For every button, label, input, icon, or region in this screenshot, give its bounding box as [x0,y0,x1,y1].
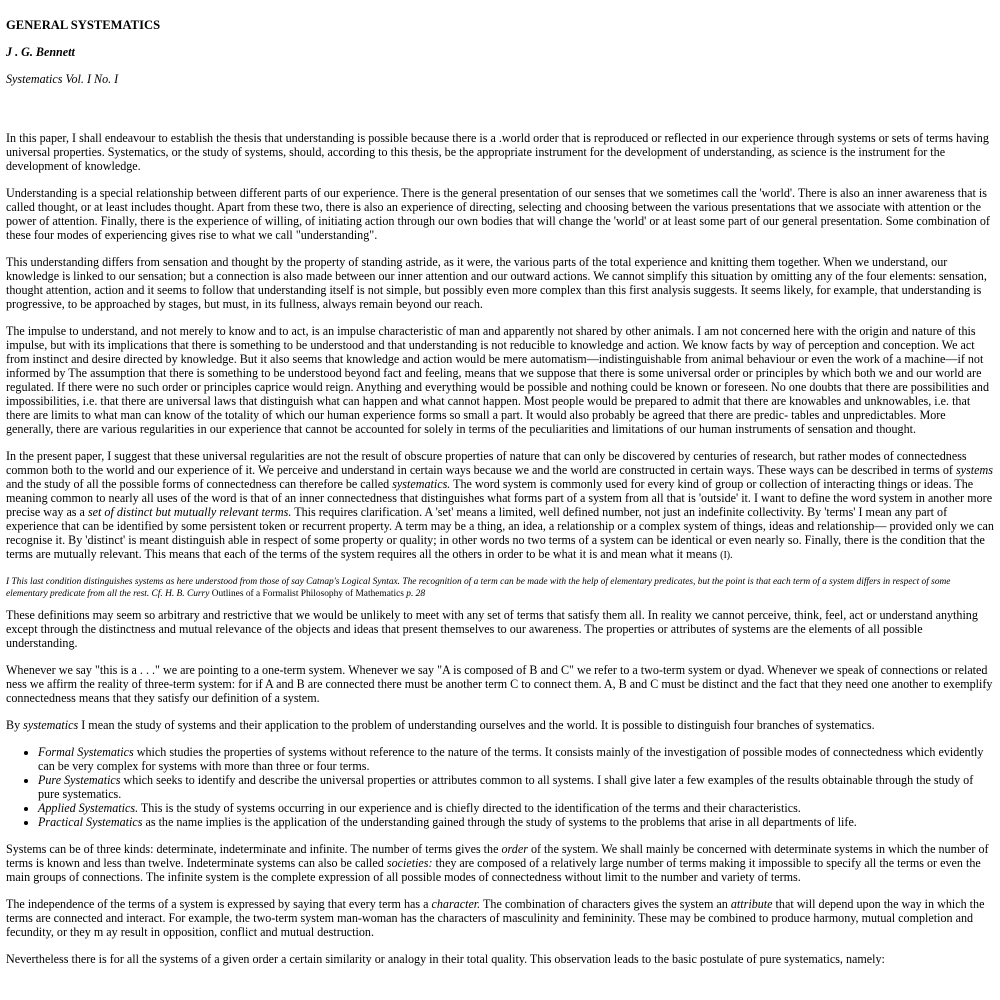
paragraph-10 [6,897,994,939]
journal-citation: Systematics Vol. I No. I [6,72,119,86]
paragraph-9-text-2: of the system. We shall mainly be concerned with determinate systems in which the number of terms is known and less than twelve. Indeterminate systems can also be called [6,842,989,870]
paragraph-5-text-1: In the present paper, I suggest that these universal regularities are not the result of obscure properties of nature that can only be discovered by centuries of research, but rather modes of connectedness common both to the world and our experience of it. We perceive and understand in certain ways because we and the world are constructed in certain ways. These ways can be described in terms of [6,449,967,477]
paragraph-6: These definitions may seem so arbitrary and restrictive that we would be unlikely to meet with any set of terms that satisfy them all. In reality we cannot perceive, think, feel, act or understand anything except through the distinctness and mutual relevance of the objects and ideas that present themselves to our awareness. The properties or attributes of systems are the elements of all possible understanding. [6,608,978,650]
paragraph-7: Whenever we say "this is a . . ." we are pointing to a one-term system. Whenever we say "A is composed of B and C" we refer to a two-term system or dyad. Whenever we speak of connections or related ness we affirm the reality of three-term system: for if A and B are connected there must be another term C to connect them. A, B and C must be distinct and the fact that they need one another to exemplify connectedness means that they satisfy our definition of a system. [6,663,993,705]
footnote-book-word-2: of a Formalist Philosophy of [243,589,356,599]
paragraph-8-text-1: By [6,718,24,732]
paragraph-11: Nevertheless there is for all the systems of a given order a certain similarity or analogy in their total quality. This observation leads to the basic postulate of pure systematics, namely: [6,952,885,966]
paragraph-8-text-2: I mean the study of systems and their application to the problem of understanding ourselves and the world. It is possible to distinguish four branches of systematics. [78,718,875,732]
branch-description: which studies the properties of systems without reference to the nature of the terms. It consists mainly of the investigation of possible modes of connectedness which evidently can be very complex for systems with more than three or four terms. [38,745,984,773]
branches-list [6,745,994,829]
footnote [6,576,994,600]
branch-description: This is the study of systems occurring in our experience and is chiefly directed to the identification of the terms and their characteristics. [138,801,801,815]
paragraph-5-text-2: and the study of all the possible forms of connectedness can therefore be called [6,477,393,491]
paragraph-10-text-1: The independence of the terms of a system is expressed by saying that every term has a [6,897,432,911]
paragraph-5-definition: set of distinct but mutually relevant terms. [87,505,292,519]
list-item [38,773,994,801]
paragraph-2: Understanding is a special relationship between different parts of our experience. There is the general presentation of our senses that we sometimes call the 'world'. There is also an inner awareness that is called thought, or at least includes thought. Apart from these two, there is also an experience of directing, selecting and choosing between the various presentations that we associate with attention or the power of attention. Finally, there is the experience of willing, of initiating action through our own bodies that will change the 'world' or at least some part of our general presentation. Some combination of these four modes of experiencing gives rise to what we call "understanding". [6,186,990,242]
paragraph-1: In this paper, I shall endeavour to establish the thesis that understanding is possible because there is a .world order that is reproduced or reflected in our experience through systems or sets of terms having universal properties. Systematics, or the study of systems, should, according to this thesis, be the appropriate instrument for the development of understanding, as science is the instrument for the development of knowledge. [6,131,989,173]
paragraph-10-text-2: The combination of characters gives the system an [480,897,731,911]
branch-name: Practical Systematics [38,815,143,829]
paragraph-8-term: systematics [23,718,79,732]
footnote-book-word-1: Outlines [211,589,244,599]
list-item [38,815,994,829]
branch-name: Formal Systematics [38,745,134,759]
paragraph-5-text-3: The word system is commonly used for every kind of group or collection of interacting things or ideas. The meaning common to nearly all uses of the word is that of an inner connectedness that distinguishes what forms part of a system from all that is 'outside' it. I want to define the word system in another more precise way as a [6,477,993,519]
paragraph-5 [6,449,994,563]
list-item [38,801,994,815]
paragraph-4: The impulse to understand, and not merely to know and to act, is an impulse characteristic of man and apparently not shared by other animals. I am not concerned here with the origin and nature of this impulse, but with its implications that there is something to be understood and that understanding is not reducible to knowledge and action. We know facts by way of perception and conception. We act from instinct and desire directed by knowledge. But it also seems that knowledge and action would be mere automatism—indistinguishable from animal behaviour or even the work of a machine—if not informed by The assumption that there is something to be understood beyond fact and feeling, means that we suppose that there is some universal order or principles by which both we and our world are regulated. If there were no such order or principles caprice would reign. Anything and everything would be possible and nothing could be known or foreseen. No one doubts that there are possibilities and impossibilities, i.e. that there are universal laws that distinguish what can happen and what cannot happen. Most people would be prepared to admit that there are knowables and unknowables, i.e. that there are limits to what man can know of the totality of which our human experience forms so small a part. It would also probably be agreed that there are predic- tables and unpredictables. More generally, there are various regularities in our experience that cannot be accounted for solely in terms of the peculiarities and limitations of our human instruments of sensation and thought. [6,324,990,436]
footnote-book-word-3: Mathematics [355,589,404,599]
paragraph-9 [6,842,994,884]
paragraph-10-text-3: that will depend upon the way in which the terms are connected and interact. For example, the two-term system man-woman has the characters of masculinity and femininity. These may be combined to produce harmony, mutual completion and fecundity, or they m ay result in opposition, conflict and mutual destruction. [6,897,985,939]
paragraph-9-term-societies: societies: [386,856,433,870]
paragraph-5-term-systems: systems [955,463,993,477]
footnote-page-ref: p. 28 [403,589,425,599]
branch-name: Applied Systematics. [38,801,139,815]
footnote-text-1: I This last condition distinguishes systems as here understood from those of say Catnap's Logical Syntax. The recognition of a term can be made with the help of elementary predicates, but the point is that each term of a system differs in respect of some elementary predicate from all the rest. Cf. H. B. Curry [6,577,951,599]
paragraph-9-text-3: they are composed of a relatively large number of terms making it impossible to specify all the terms or even the main groups of connections. The infinite system is the complete expression of all possible modes of connectedness without limit to the number and variety of terms. [6,856,981,884]
author-name: J . G. Bennett [6,45,75,59]
document-title: GENERAL SYSTEMATICS [6,18,161,32]
branch-description: which seeks to identify and describe the universal properties or attributes common to all systems. I shall give later a few examples of the results obtainable through the study of pure systematics. [38,773,974,801]
paragraph-3: This understanding differs from sensation and thought by the property of standing astride, as it were, the various parts of the total experience and knitting them together. When we understand, our knowledge is linked to our sensation; but a connection is also made between our inner attention and our outward actions. We cannot simplify this situation by omitting any of the four elements: sensation, thought attention, action and it seems to follow that understanding itself is not simple, but possibly even more complex than this first analysis suggests. It seems likely, for example, that understanding is progressive, to be approached by stages, but must, in its fullness, always remain beyond our reach. [6,255,987,311]
branch-name: Pure Systematics [38,773,121,787]
branch-description: as the name implies is the application of the understanding gained through the study of systems to the problems that arise in all departments of life. [142,815,857,829]
paragraph-9-term-order: order [501,842,528,856]
paragraph-10-term-character: character. [431,897,481,911]
paragraph-5-term-systematics: systematics. [392,477,451,491]
paragraph-9-text-1: Systems can be of three kinds: determinate, indeterminate and infinite. The number of terms gives the [6,842,502,856]
paragraph-5-text-4: This requires clarification. A 'set' means a limited, well defined number, not just an indefinite collectivity. By 'terms' I mean any part of experience that can be identified by some persistent token or recurrent property. A term may be a thing, an idea, a relationship or a complex system of things, ideas and relationship— provided only we can recognise it. By 'distinct' is meant distinguish able in respect of some property or quality; in other words no two terms of a system can be identical or even nearly so. Finally, there is the condition that the terms are mutually relevant. This means that each of the terms of the system requires all the others in order to be what it is and mean what it means [6,505,994,561]
list-item [38,745,994,773]
footnote-marker: (I). [720,550,733,561]
paragraph-10-term-attribute: attribute [730,897,773,911]
paragraph-8 [6,718,994,732]
